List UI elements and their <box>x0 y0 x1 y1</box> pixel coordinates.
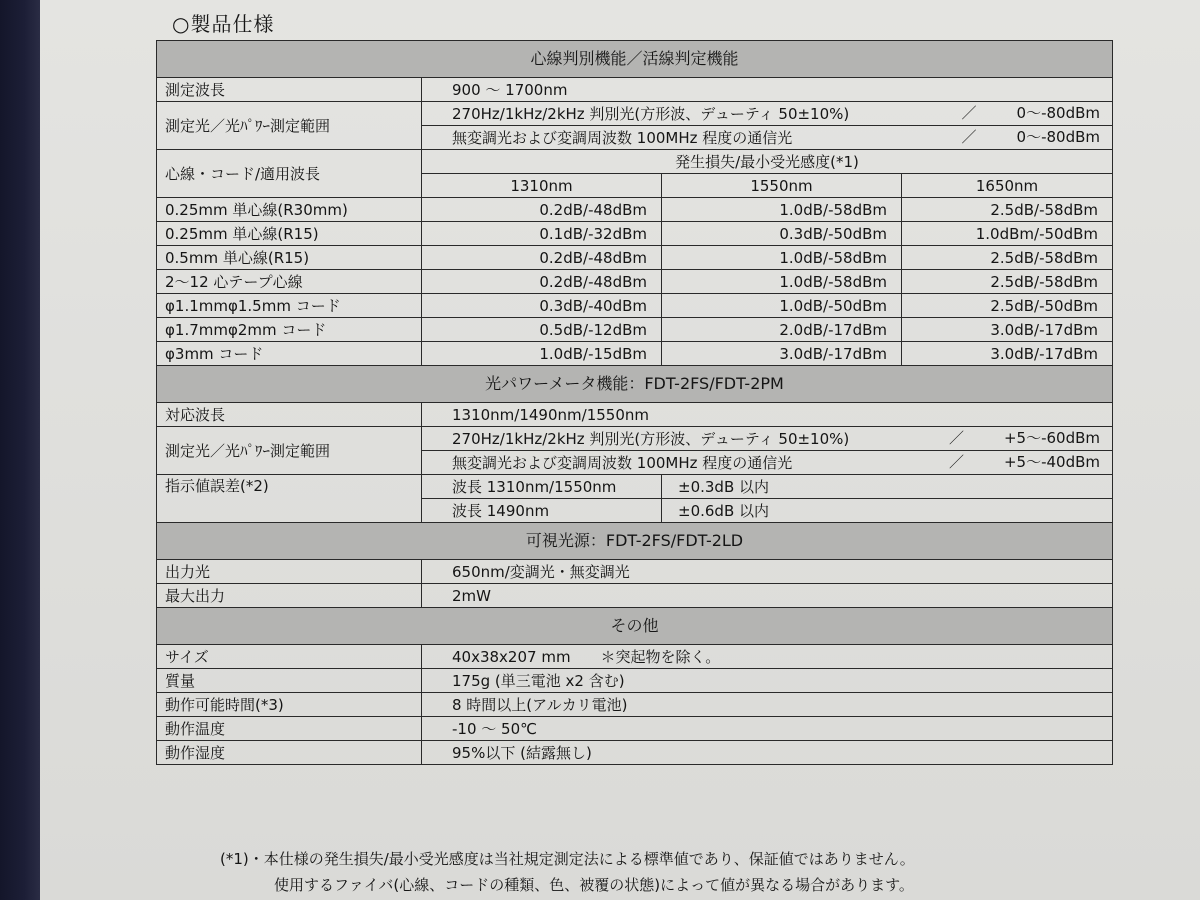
table-row <box>157 318 1113 342</box>
loss-value: 0.2dB/-48dBm <box>422 270 662 294</box>
spec-label: 測定光／光ﾊﾟﾜｰ測定範囲 <box>157 427 422 475</box>
error-wavelength: 波長 1310nm/1550nm <box>422 475 662 499</box>
spec-row <box>157 717 1113 741</box>
spec-row <box>157 741 1113 765</box>
spec-label: 最大出力 <box>157 584 422 608</box>
cord-name: φ1.7mmφ2mm コード <box>157 318 422 342</box>
spec-value: 40x38x207 mm ＊突起物を除く。 <box>422 645 1113 669</box>
spec-label: サイズ <box>157 645 422 669</box>
error-value: ±0.3dB 以内 <box>662 475 1113 499</box>
section-header-core <box>157 41 1113 78</box>
cord-name: φ1.1mmφ1.5mm コード <box>157 294 422 318</box>
spec-label: 測定波長 <box>157 78 422 102</box>
cord-name: 2～12 心テープ心線 <box>157 270 422 294</box>
spec-row <box>157 427 1113 451</box>
loss-value: 1.0dB/-58dBm <box>662 270 902 294</box>
section-header-power <box>157 366 1113 403</box>
loss-value: 2.5dB/-50dBm <box>902 294 1113 318</box>
cord-name: 0.25mm 単心線(R30mm) <box>157 198 422 222</box>
table-row <box>157 198 1113 222</box>
loss-value: 1.0dB/-50dBm <box>662 294 902 318</box>
spec-value: 1310nm/1490nm/1550nm <box>422 403 1113 427</box>
spec-label: 心線・コード/適用波長 <box>157 150 422 198</box>
spec-row <box>157 475 1113 499</box>
spec-label: 動作湿度 <box>157 741 422 765</box>
spec-value: 無変調光および変調周波数 100MHz 程度の通信光 ／ +5～-40dBm <box>422 451 1113 475</box>
cord-name: 0.25mm 単心線(R15) <box>157 222 422 246</box>
loss-value: 0.3dB/-40dBm <box>422 294 662 318</box>
spec-value: 270Hz/1kHz/2kHz 判別光(方形波、デューティ 50±10%) ／ +5～-60dBm <box>422 427 1113 451</box>
loss-value: 0.3dB/-50dBm <box>662 222 902 246</box>
loss-header: 発生損失/最小受光感度(*1) <box>422 150 1113 174</box>
loss-value: 2.5dB/-58dBm <box>902 246 1113 270</box>
footnotes <box>220 846 915 898</box>
section-title: 可視光源：FDT-2FS/FDT-2LD <box>157 523 1113 560</box>
error-value: ±0.6dB 以内 <box>662 499 1113 523</box>
spec-label: 指示値誤差(*2) <box>157 475 422 523</box>
loss-value: 3.0dB/-17dBm <box>902 318 1113 342</box>
loss-value: 1.0dB/-58dBm <box>662 198 902 222</box>
table-row <box>157 270 1113 294</box>
spec-row <box>157 693 1113 717</box>
section-header-other <box>157 608 1113 645</box>
spec-value: 2mW <box>422 584 1113 608</box>
spec-value: 8 時間以上(アルカリ電池) <box>422 693 1113 717</box>
loss-value: 2.5dB/-58dBm <box>902 198 1113 222</box>
loss-value: 1.0dB/-58dBm <box>662 246 902 270</box>
spec-value: 270Hz/1kHz/2kHz 判別光(方形波、デューティ 50±10%) ／ 0～-80dBm <box>422 102 1113 126</box>
spec-label: 質量 <box>157 669 422 693</box>
loss-value: 1.0dB/-15dBm <box>422 342 662 366</box>
loss-value: 3.0dB/-17dBm <box>662 342 902 366</box>
spec-label: 対応波長 <box>157 403 422 427</box>
loss-value: 0.1dB/-32dBm <box>422 222 662 246</box>
footnote-line: 使用するファイバ(心線、コードの種類、色、被覆の状態)によって値が異なる場合があります。 <box>274 876 914 894</box>
spec-label: 測定光／光ﾊﾟﾜｰ測定範囲 <box>157 102 422 150</box>
spec-row <box>157 645 1113 669</box>
loss-value: 3.0dB/-17dBm <box>902 342 1113 366</box>
spec-row <box>157 584 1113 608</box>
spec-row <box>157 78 1113 102</box>
error-wavelength: 波長 1490nm <box>422 499 662 523</box>
wavelength-header: 1650nm <box>902 174 1113 198</box>
spec-value: 175g (単三電池 x2 含む) <box>422 669 1113 693</box>
spec-label: 出力光 <box>157 560 422 584</box>
document-binding <box>0 0 40 900</box>
loss-value: 1.0dBm/-50dBm <box>902 222 1113 246</box>
loss-value: 0.2dB/-48dBm <box>422 198 662 222</box>
table-row <box>157 246 1113 270</box>
spec-value: 無変調光および変調周波数 100MHz 程度の通信光 ／ 0～-80dBm <box>422 126 1113 150</box>
spec-row <box>157 669 1113 693</box>
table-row <box>157 342 1113 366</box>
wavelength-header: 1550nm <box>662 174 902 198</box>
section-title: 光パワーメータ機能：FDT-2FS/FDT-2PM <box>157 366 1113 403</box>
section-title: その他 <box>157 608 1113 645</box>
loss-value: 0.5dB/-12dBm <box>422 318 662 342</box>
cord-name: 0.5mm 単心線(R15) <box>157 246 422 270</box>
spec-label: 動作可能時間(*3) <box>157 693 422 717</box>
loss-value: 0.2dB/-48dBm <box>422 246 662 270</box>
spec-value: 900 ～ 1700nm <box>422 78 1113 102</box>
spec-row <box>157 560 1113 584</box>
section-header-visible <box>157 523 1113 560</box>
spec-row <box>157 150 1113 174</box>
spec-value: -10 ～ 50℃ <box>422 717 1113 741</box>
section-title: 心線判別機能／活線判定機能 <box>157 41 1113 78</box>
spec-row <box>157 102 1113 126</box>
footnote-line: (*1)・本仕様の発生損失/最小受光感度は当社規定測定法による標準値であり、保証値ではありません。 <box>220 850 915 868</box>
page-title: ○製品仕様 <box>172 12 275 36</box>
spec-label: 動作温度 <box>157 717 422 741</box>
table-row <box>157 294 1113 318</box>
spec-row <box>157 403 1113 427</box>
spec-value: 650nm/変調光・無変調光 <box>422 560 1113 584</box>
spec-value: 95%以下 (結露無し) <box>422 741 1113 765</box>
cord-name: φ3mm コード <box>157 342 422 366</box>
wavelength-header: 1310nm <box>422 174 662 198</box>
table-row <box>157 222 1113 246</box>
loss-value: 2.5dB/-58dBm <box>902 270 1113 294</box>
loss-value: 2.0dB/-17dBm <box>662 318 902 342</box>
spec-table <box>156 40 1113 765</box>
